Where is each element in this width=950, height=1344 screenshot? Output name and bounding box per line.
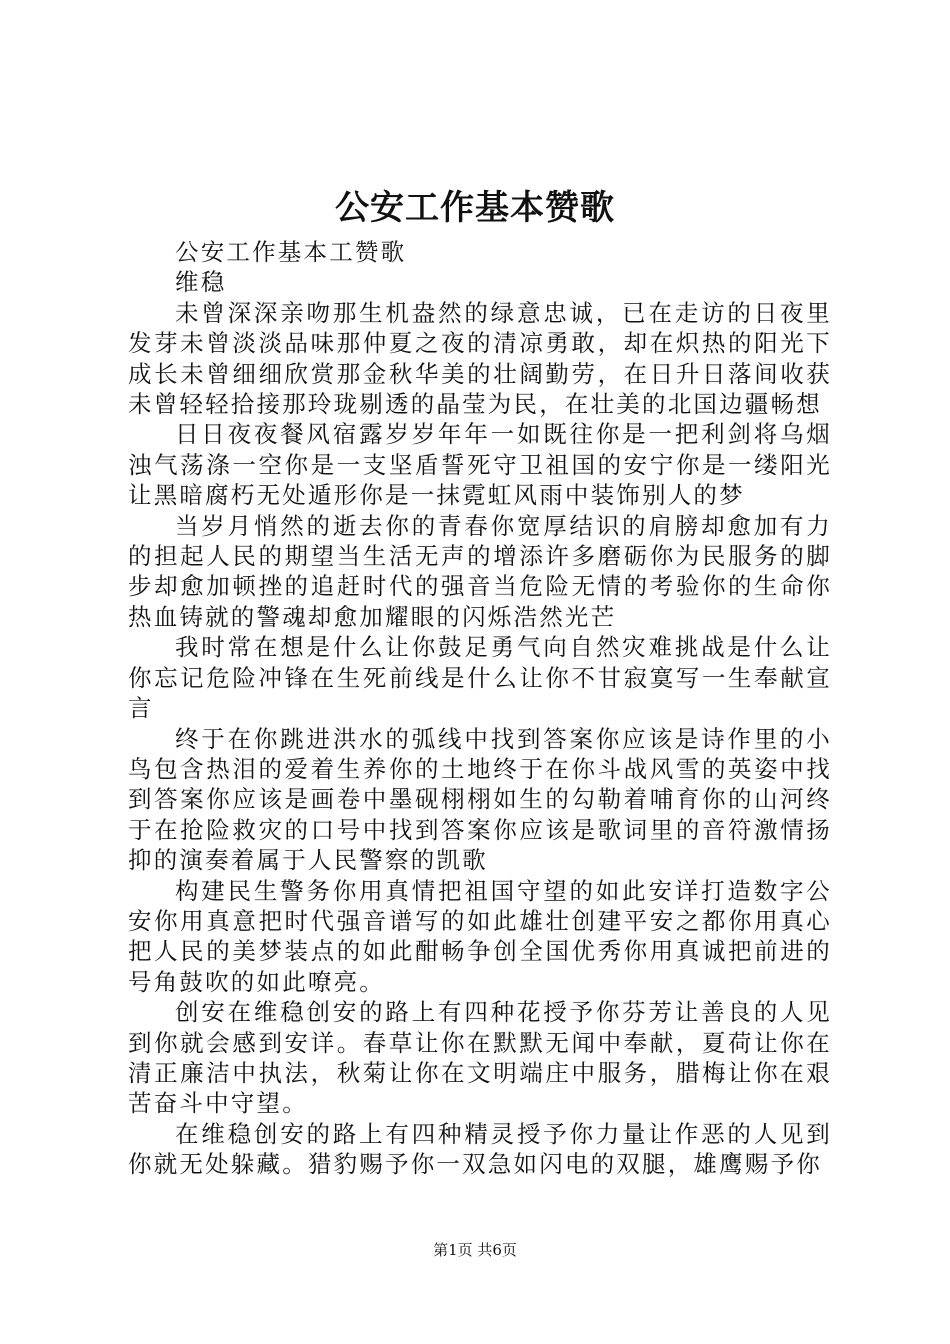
page-footer: 第1页 共6页 xyxy=(433,1241,517,1259)
paragraph: 构建民生警务你用真情把祖国守望的如此安详打造数字公安你用真意把时代强音谱写的如此雄壮创建平安之都你用真心把人民的美梦装点的如此酣畅争创全国优秀你用真诚把前进的号角鼓吹的如此嘹亮。 xyxy=(128,876,832,996)
document-body xyxy=(128,237,832,1180)
paragraph: 创安在维稳创安的路上有四种花授予你芬芳让善良的人见到你就会感到安详。春草让你在默默无闻中奉献，夏荷让你在清正廉洁中执法，秋菊让你在文明端庄中服务，腊梅让你在艰苦奋斗中守望。 xyxy=(128,998,832,1118)
paragraph: 终于在你跳进洪水的弧线中找到答案你应该是诗作里的小鸟包含热泪的爱着生养你的土地终于在你斗战风雪的英姿中找到答案你应该是画卷中墨砚栩栩如生的勾勒着哺育你的山河终于在抢险救灾的口号中找到答案你应该是歌词里的音符激情扬抑的演奏着属于人民警察的凯歌 xyxy=(128,724,832,875)
paragraph: 公安工作基本工赞歌 xyxy=(175,238,407,266)
paragraph: 日日夜夜餐风宿露岁岁年年一如既往你是一把利剑将乌烟浊气荡涤一空你是一支坚盾誓死守卫祖国的安宁你是一缕阳光让黑暗腐朽无处遁形你是一抹霓虹风雨中装饰别人的梦 xyxy=(128,420,832,510)
paragraph: 维稳 xyxy=(175,268,227,297)
paragraph: 在维稳创安的路上有四种精灵授予你力量让作恶的人见到你就无处躲藏。猎豹赐予你一双急如闪电的双腿，雄鹰赐予你 xyxy=(128,1119,832,1179)
paragraph: 当岁月悄然的逝去你的青春你宽厚结识的肩膀却愈加有力的担起人民的期望当生活无声的增添许多磨砺你为民服务的脚步却愈加顿挫的追赶时代的强音当危险无情的考验你的生命你热血铸就的警魂却愈加耀眼的闪烁浩然光芒 xyxy=(128,511,832,631)
document-title: 公安工作基本赞歌 xyxy=(335,188,615,228)
paragraph: 我时常在想是什么让你鼓足勇气向自然灾难挑战是什么让你忘记危险冲锋在生死前线是什么让你不甘寂寞写一生奉献宣言 xyxy=(128,633,832,723)
paragraph: 未曾深深亲吻那生机盎然的绿意忠诚，已在走访的日夜里发芽未曾淡淡品味那仲夏之夜的清凉勇敢，却在炽热的阳光下成长未曾细细欣赏那金秋华美的壮阔勤劳，在日升日落间收获未曾轻轻拾接那玲珑剔透的晶莹为民，在壮美的北国边疆畅想 xyxy=(128,298,832,419)
